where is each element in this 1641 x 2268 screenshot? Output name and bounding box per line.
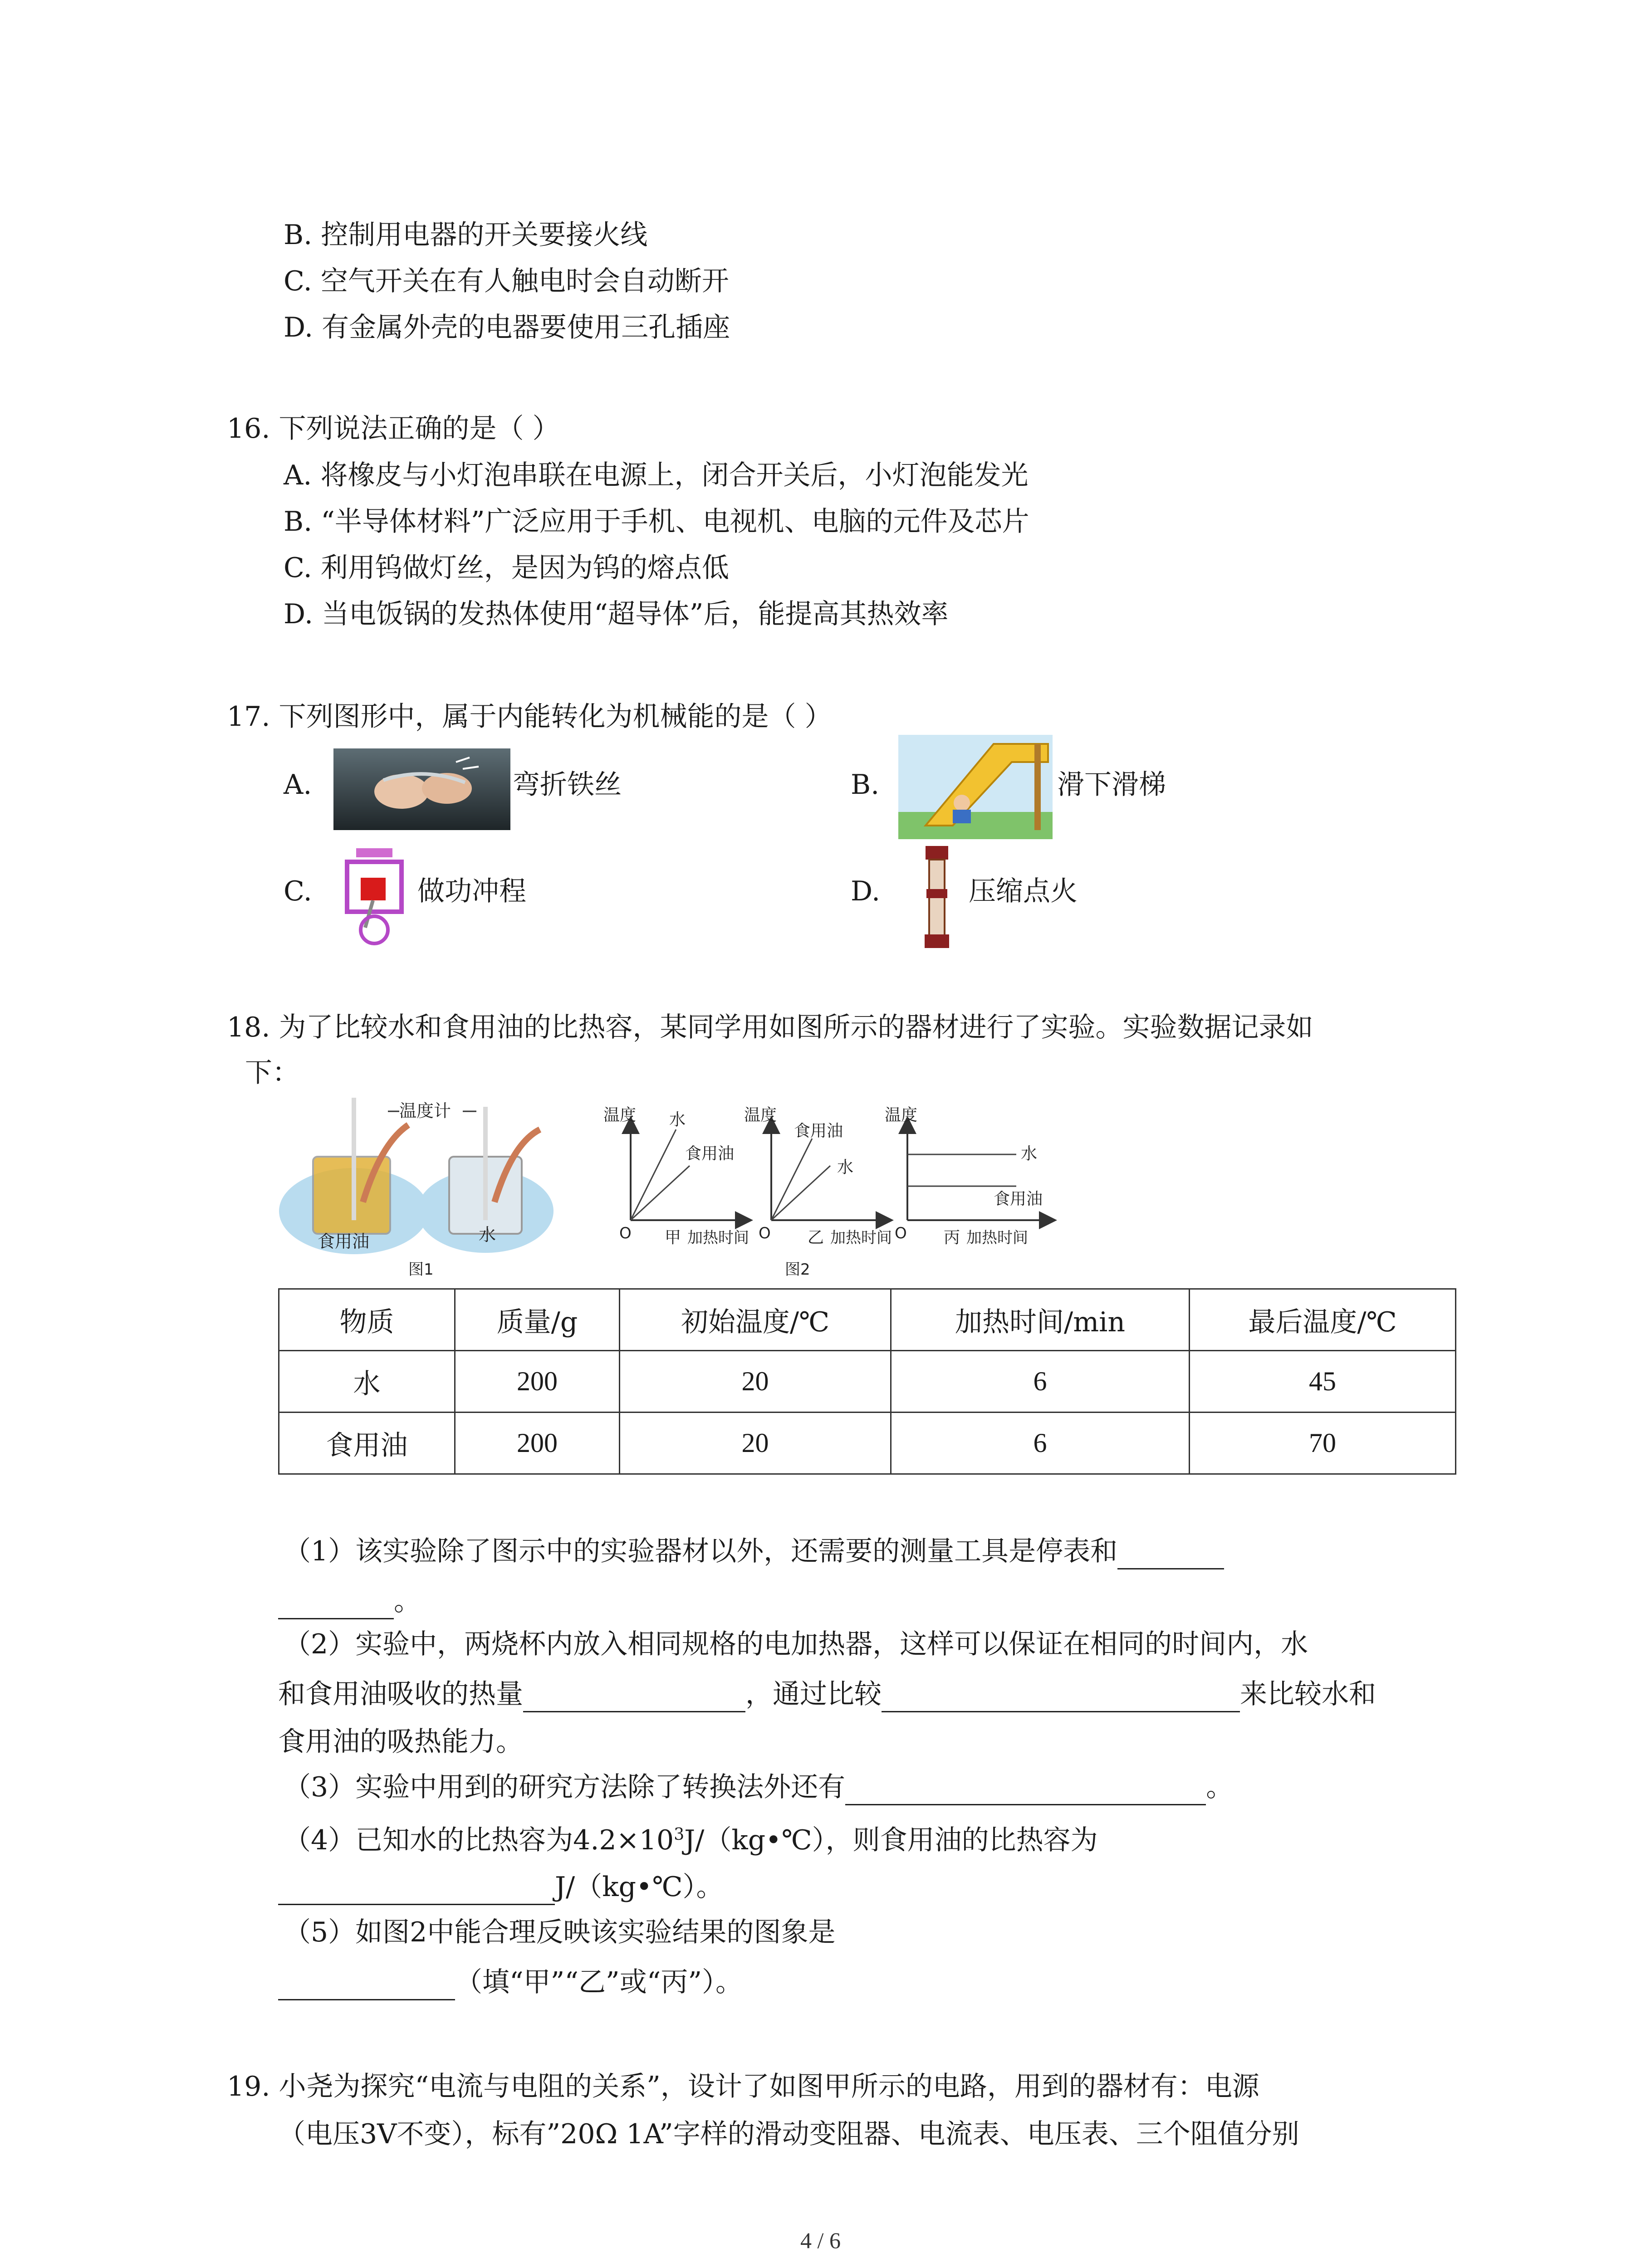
graph-bing-ylabel: 温度	[885, 1106, 918, 1124]
q17-option-d-text: 压缩点火	[969, 875, 1078, 907]
figure-2-graphs	[594, 1098, 1093, 1288]
q18-data-table	[278, 1288, 1456, 1475]
q18-part5-line1: （5）如图2中能合理反映该实验结果的图象是	[284, 1916, 836, 1948]
thermometer-label: 温度计	[399, 1101, 451, 1121]
q18-part3-blank[interactable]	[845, 1777, 1206, 1805]
graph-yi-name: 乙	[808, 1228, 824, 1247]
graph-yi-xlabel: 加热时间	[830, 1229, 892, 1247]
figure-2-caption: 图2	[785, 1261, 810, 1279]
table-cell: 食用油	[279, 1413, 455, 1474]
q17-option-a-text: 弯折铁丝	[513, 769, 622, 801]
q18-part4-line1	[284, 1817, 1098, 1858]
q17-stem: 17. 下列图形中，属于内能转化为机械能的是（ ）	[227, 701, 832, 733]
water-beaker-label: 水	[479, 1225, 496, 1245]
q16-option-d: D. 当电饭锅的发热体使用“超导体”后，能提高其热效率	[284, 598, 949, 630]
q18-part2-text-b: ，通过比较	[745, 1678, 882, 1710]
graph-bing-oil: 食用油	[994, 1190, 1043, 1208]
q18-part1-line1	[284, 1533, 1224, 1569]
graph-bing-name: 丙	[944, 1228, 960, 1247]
q18-part4-blank[interactable]	[278, 1877, 555, 1905]
q18-part2-text-a: 和食用油吸收的热量	[278, 1678, 523, 1710]
graph-jia-ylabel: 温度	[603, 1106, 637, 1124]
q18-part4-unit: J/（kg•℃）。	[555, 1871, 724, 1903]
q17-option-b-letter: B.	[851, 769, 880, 801]
q18-part4-exponent: 3	[674, 1825, 685, 1844]
graph-bing-water: 水	[1021, 1144, 1038, 1163]
q17-option-c-text: 做功冲程	[417, 875, 526, 907]
graph-yi-oil: 食用油	[794, 1122, 843, 1140]
graph-bing-xlabel: 加热时间	[966, 1229, 1028, 1247]
table-header-cell: 质量/g	[455, 1289, 620, 1351]
compression-ignition-image	[916, 846, 957, 950]
q18-stem-line2: 下：	[245, 1057, 299, 1089]
table-cell: 200	[455, 1351, 620, 1413]
q18-part2-text-c: 来比较水和	[1240, 1678, 1376, 1710]
q16-option-a: A. 将橡皮与小灯泡串联在电源上，闭合开关后，小灯泡能发光	[284, 459, 1029, 491]
q16-option-b: B. “半导体材料”广泛应用于手机、电视机、电脑的元件及芯片	[284, 506, 1029, 538]
q16-stem: 16. 下列说法正确的是（ ）	[227, 413, 560, 445]
q19-line1: 19. 小尧为探究“电流与电阻的关系”，设计了如图甲所示的电路，用到的器材有：电源	[227, 2071, 1259, 2102]
table-header-cell: 加热时间/min	[891, 1289, 1190, 1351]
graph-yi-origin: O	[759, 1224, 771, 1242]
q18-part2-line1: （2）实验中，两烧杯内放入相同规格的电加热器，这样可以保证在相同的时间内，水	[284, 1628, 1308, 1660]
graph-yi-ylabel: 温度	[744, 1106, 777, 1124]
bending-wire-image	[333, 748, 510, 830]
figure-1-apparatus	[277, 1098, 608, 1279]
table-cell: 200	[455, 1413, 620, 1474]
graph-jia-origin: O	[619, 1224, 632, 1242]
q18-part3-text: （3）实验中用到的研究方法除了转换法外还有	[284, 1771, 846, 1803]
q18-part2-line3: 食用油的吸热能力。	[278, 1726, 523, 1758]
q18-part1-blank[interactable]	[1117, 1541, 1224, 1569]
table-cell: 6	[891, 1351, 1190, 1413]
q18-part2-line2	[278, 1676, 1376, 1712]
q18-part1-text: （1）该实验除了图示中的实验器材以外，还需要的测量工具是停表和	[284, 1535, 1118, 1567]
graph-yi-water: 水	[837, 1158, 854, 1177]
graph-jia-oil: 食用油	[685, 1144, 735, 1163]
q18-part4-text-b: J/（kg•℃），则食用油的比热容为	[684, 1824, 1098, 1856]
q15-option-c: C. 空气开关在有人触电时会自动断开	[284, 265, 729, 297]
q18-part3-line	[284, 1769, 1233, 1805]
figure-1-caption: 图1	[408, 1261, 434, 1279]
q17-option-c-letter: C.	[284, 875, 312, 907]
q18-part1-blank-cont[interactable]	[278, 1591, 394, 1619]
graph-bing-origin: O	[895, 1224, 907, 1242]
graph-jia-name: 甲	[665, 1228, 681, 1247]
table-header-cell: 物质	[279, 1289, 455, 1351]
table-header-row	[279, 1289, 1456, 1351]
page-number: 4 / 6	[800, 2228, 841, 2253]
table-cell: 70	[1190, 1413, 1456, 1474]
q17-option-b-text: 滑下滑梯	[1057, 769, 1166, 801]
q18-part4-line2	[278, 1869, 724, 1905]
graph-jia-xlabel: 加热时间	[687, 1229, 749, 1247]
table-cell: 20	[620, 1413, 891, 1474]
q17-option-d-letter: D.	[851, 875, 881, 907]
graph-bing	[885, 1106, 1048, 1247]
q15-option-b: B. 控制用电器的开关要接火线	[284, 219, 648, 251]
q18-part1-end: 。	[394, 1585, 421, 1617]
q18-part5-line2	[278, 1964, 743, 2000]
table-row	[279, 1351, 1456, 1413]
q18-part5-text: （填“甲”“乙”或“丙”）。	[455, 1966, 743, 1998]
q18-part2-blank-1[interactable]	[523, 1684, 745, 1712]
table-cell: 20	[620, 1351, 891, 1413]
q18-part5-blank[interactable]	[278, 1972, 455, 2000]
q15-option-d: D. 有金属外壳的电器要使用三孔插座	[284, 312, 730, 343]
graph-jia	[603, 1106, 749, 1247]
q16-option-c: C. 利用钨做灯丝，是因为钨的熔点低	[284, 552, 729, 584]
oil-beaker-label: 食用油	[318, 1232, 370, 1251]
power-stroke-image	[329, 844, 420, 948]
table-header-cell: 最后温度/℃	[1190, 1289, 1456, 1351]
slide-image	[898, 735, 1053, 839]
table-cell: 45	[1190, 1351, 1456, 1413]
q17-option-a-letter: A.	[284, 769, 312, 801]
table-row	[279, 1413, 1456, 1474]
q18-part4-text-a: （4）已知水的比热容为4.2×10	[284, 1824, 674, 1856]
graph-jia-water: 水	[669, 1110, 686, 1129]
q18-part2-blank-2[interactable]	[882, 1684, 1240, 1712]
q18-part3-end: 。	[1206, 1771, 1234, 1803]
q18-stem-line1: 18. 为了比较水和食用油的比热容，某同学用如图所示的器材进行了实验。实验数据记录如	[227, 1012, 1313, 1043]
table-cell: 水	[279, 1351, 455, 1413]
table-cell: 6	[891, 1413, 1190, 1474]
graph-yi	[744, 1106, 892, 1247]
q18-part1-line2	[278, 1583, 421, 1619]
table-header-cell: 初始温度/℃	[620, 1289, 891, 1351]
q19-line2: （电压3V不变），标有”20Ω 1A”字样的滑动变阻器、电流表、电压表、三个阻值分别	[278, 2118, 1299, 2150]
